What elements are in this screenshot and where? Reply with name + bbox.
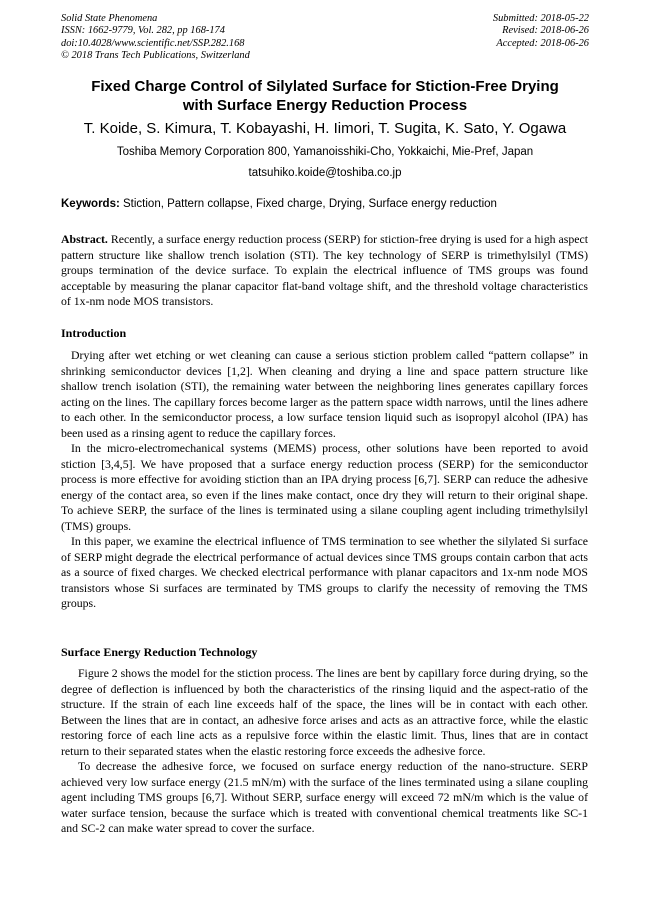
abstract-label: Abstract. bbox=[61, 232, 108, 246]
issn: ISSN: 1662-9779, Vol. 282, pp 168-174 bbox=[61, 25, 225, 37]
revised-date: Revised: 2018-06-26 bbox=[502, 25, 589, 37]
journal-info bbox=[61, 13, 250, 63]
abstract-text: Recently, a surface energy reduction process (SERP) for stiction-free drying is used for a high aspect pattern structure like shallow trench isolation (STI). The key technology of SERP is trimethylsilyl (TMS) groups termination of the device surface. To explain the electrical influence of TMS groups was found acceptable by measuring the planar capacitor flat-band voltage shift, and the threshold voltage characteristics of 1x-nm node MOS transistors. bbox=[61, 232, 589, 308]
introduction-body bbox=[61, 348, 588, 612]
affiliation: Toshiba Memory Corporation 800, Yamanoisshiki-Cho, Yokkaichi, Mie-Pref, Japan bbox=[116, 146, 534, 158]
keywords bbox=[61, 197, 591, 211]
submission-dates bbox=[493, 13, 589, 50]
serp-body bbox=[61, 666, 588, 837]
serp-paragraph: To decrease the adhesive force, we focused on surface energy reduction of the nano-structure. SERP achieved very low surface energy (21.5 mN/m) with the surface of the lines terminated using a silane coupling agent including TMS groups [6,7]. Without SERP, surface energy will exceed 72 mN/m which is the value of water surface tension, because the surface which is treated with conventional chemical treatments like SC-1 and SC-2 can make water spread to cover the surface. bbox=[61, 759, 588, 835]
intro-paragraph: Drying after wet etching or wet cleaning can cause a serious stiction problem called “pattern collapse” in shrinking semiconductor devices [1,2]. When cleaning and drying a line and space pattern structure like shallow trench isolation (STI), the remaining water between the neighboring lines generates capillary forces acting on the lines. The capillary forces become larger as the pattern space width narrows, until the lines adhere to each other. In the semiconductor process, a low surface tension liquid such as isopropyl alcohol (IPA) has been used as a rinsing agent to reduce the capillary forces. bbox=[61, 348, 588, 440]
keywords-list: Stiction, Pattern collapse, Fixed charge, Drying, Surface energy reduction bbox=[123, 198, 497, 210]
title-line-1: Fixed Charge Control of Silylated Surface for Stiction-Free Drying bbox=[91, 78, 559, 95]
introduction-heading: Introduction bbox=[61, 326, 127, 340]
intro-paragraph: In the micro-electromechanical systems (MEMS) process, other solutions have been reported to avoid stiction [3,4,5]. We have proposed that a surface energy reduction process (SERP) for the semiconductor process is more effective for avoiding stiction than an IPA drying process [6,7]. SERP can reduce the adhesive energy of the contact area, so even if the lines make contact, once dry they will return to their original shape. To achieve SERP, the surface of the lines is terminated using a silane coupling agent including trimethylsilyl (TMS) groups. bbox=[61, 441, 588, 533]
authors: T. Koide, S. Kimura, T. Kobayashi, H. Iimori, T. Sugita, K. Sato, Y. Ogawa bbox=[83, 120, 567, 137]
keywords-label: Keywords: bbox=[61, 198, 120, 210]
intro-paragraph: In this paper, we examine the electrical influence of TMS termination to see whether the silylated Si surface of SERP might degrade the electrical performance of actual devices since TMS groups contain carbon that acts as a source of fixed charges. We checked electrical performance with planar capacitors and 1x-nm node MOS transistors whose Si surfaces are terminated by TMS groups to clarify the necessity of removing the TMS groups. bbox=[61, 534, 588, 610]
accepted-date: Accepted: 2018-06-26 bbox=[496, 37, 589, 49]
serp-paragraph: Figure 2 shows the model for the stiction process. The lines are bent by capillary force during drying, so the degree of deflection is influenced by both the characteristics of the rinsing liquid and the aspect-ratio of the structure. If the strain of each line exceeds half of the space, the lines will be in contact with each other. Between the lines that are in contact, an adhesive force arises and acts as an attractive force, while the elastic restoring force of each line acts as a repulsive force within the elastic limit. Thus, lines that are in contact return to their separated states when the elastic restoring force exceeds the adhesive force. bbox=[61, 666, 588, 758]
doi: doi:10.4028/www.scientific.net/SSP.282.168 bbox=[61, 37, 245, 49]
paper-title bbox=[40, 77, 610, 115]
abstract bbox=[61, 232, 588, 310]
copyright: © 2018 Trans Tech Publications, Switzerland bbox=[61, 50, 250, 62]
submitted-date: Submitted: 2018-05-22 bbox=[492, 13, 589, 24]
serp-heading: Surface Energy Reduction Technology bbox=[61, 645, 258, 659]
author-email: tatsuhiko.koide@toshiba.co.jp bbox=[248, 167, 402, 179]
journal-name: Solid State Phenomena bbox=[61, 13, 158, 24]
title-line-2: with Surface Energy Reduction Process bbox=[182, 97, 468, 114]
